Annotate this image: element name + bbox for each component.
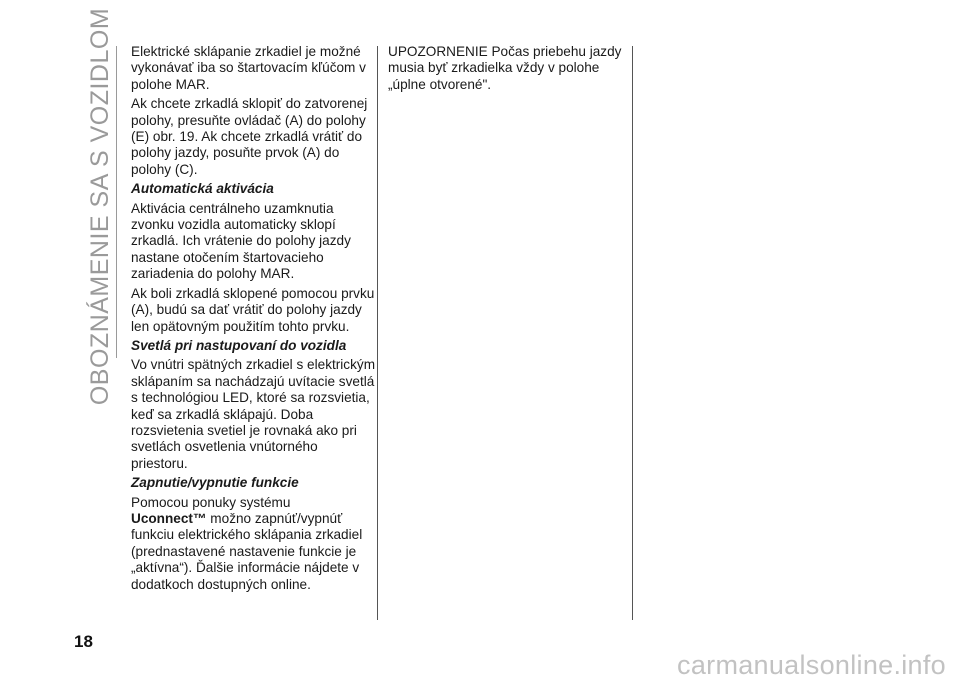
paragraph-uconnect (131, 495, 377, 593)
paragraph: Ak chcete zrkadlá sklopiť do zatvorenej polohy, presuňte ovládač (A) do polohy (E) obr. 19. Ak chcete zrkadlá vrátiť do polohy jazdy, posuňte prvok (A) do polohy (C). (131, 96, 368, 177)
section-heading: Svetlá pri nastupovaní do vozidla (131, 337, 347, 353)
paragraph: Vo vnútri spätných zrkadiel s elektrickým sklápaním sa nachádzajú uvítacie svetlá s technológiou LED, ktoré sa rozsvietia, keď sa zrkadlá sklápajú. Doba rozsvietenia svetiel je rovnaká ako pri svetlách osvetlenia vnútorného priestoru. (131, 357, 376, 471)
section-heading: Zapnutie/vypnutie funkcie (131, 475, 299, 491)
warning-note: UPOZORNENIE Počas priebehu jazdy musia byť zrkadielka vždy v polohe „úplne otvorené". (388, 44, 622, 92)
paragraph: Ak boli zrkadlá sklopené pomocou prvku (A), budú sa dať vrátiť do polohy jazdy len opätovným použitím tohto prvku. (131, 285, 375, 334)
column-divider (377, 46, 378, 620)
text-column-left (131, 44, 377, 596)
section-title-text: OBOZNÁMENIE SA S VOZIDLOM (86, 7, 115, 405)
side-title-rule (116, 46, 117, 358)
section-side-title (86, 7, 116, 405)
page-number: 18 (74, 632, 93, 651)
section-heading: Automatická aktivácia (131, 181, 274, 197)
paragraph: Aktivácia centrálneho uzamknutia zvonku vozidla automaticky sklopí zrkadlá. Ich vrátenie do polohy jazdy nastane otočením štartovacieho zariadenia do polohy MAR. (131, 200, 351, 282)
paragraph: Elektrické sklápanie zrkadiel je možné vykonávať iba so štartovacím kľúčom v polohe MAR. (131, 44, 366, 92)
watermark: carmanualsonline.info (677, 650, 946, 680)
brand-name: Uconnect™ (131, 510, 207, 526)
column-divider (632, 46, 633, 620)
paragraph-lead: Pomocou ponuky systému (131, 494, 291, 510)
paragraph-rest: možno zapnúť/vypnúť funkciu elektrického sklápania zrkadiel (prednastavené nastavenie funkcie je „aktívna“). Ďalšie informácie nájdete v dodatkoch dostupných online. (131, 510, 363, 592)
text-column-right (388, 44, 634, 96)
